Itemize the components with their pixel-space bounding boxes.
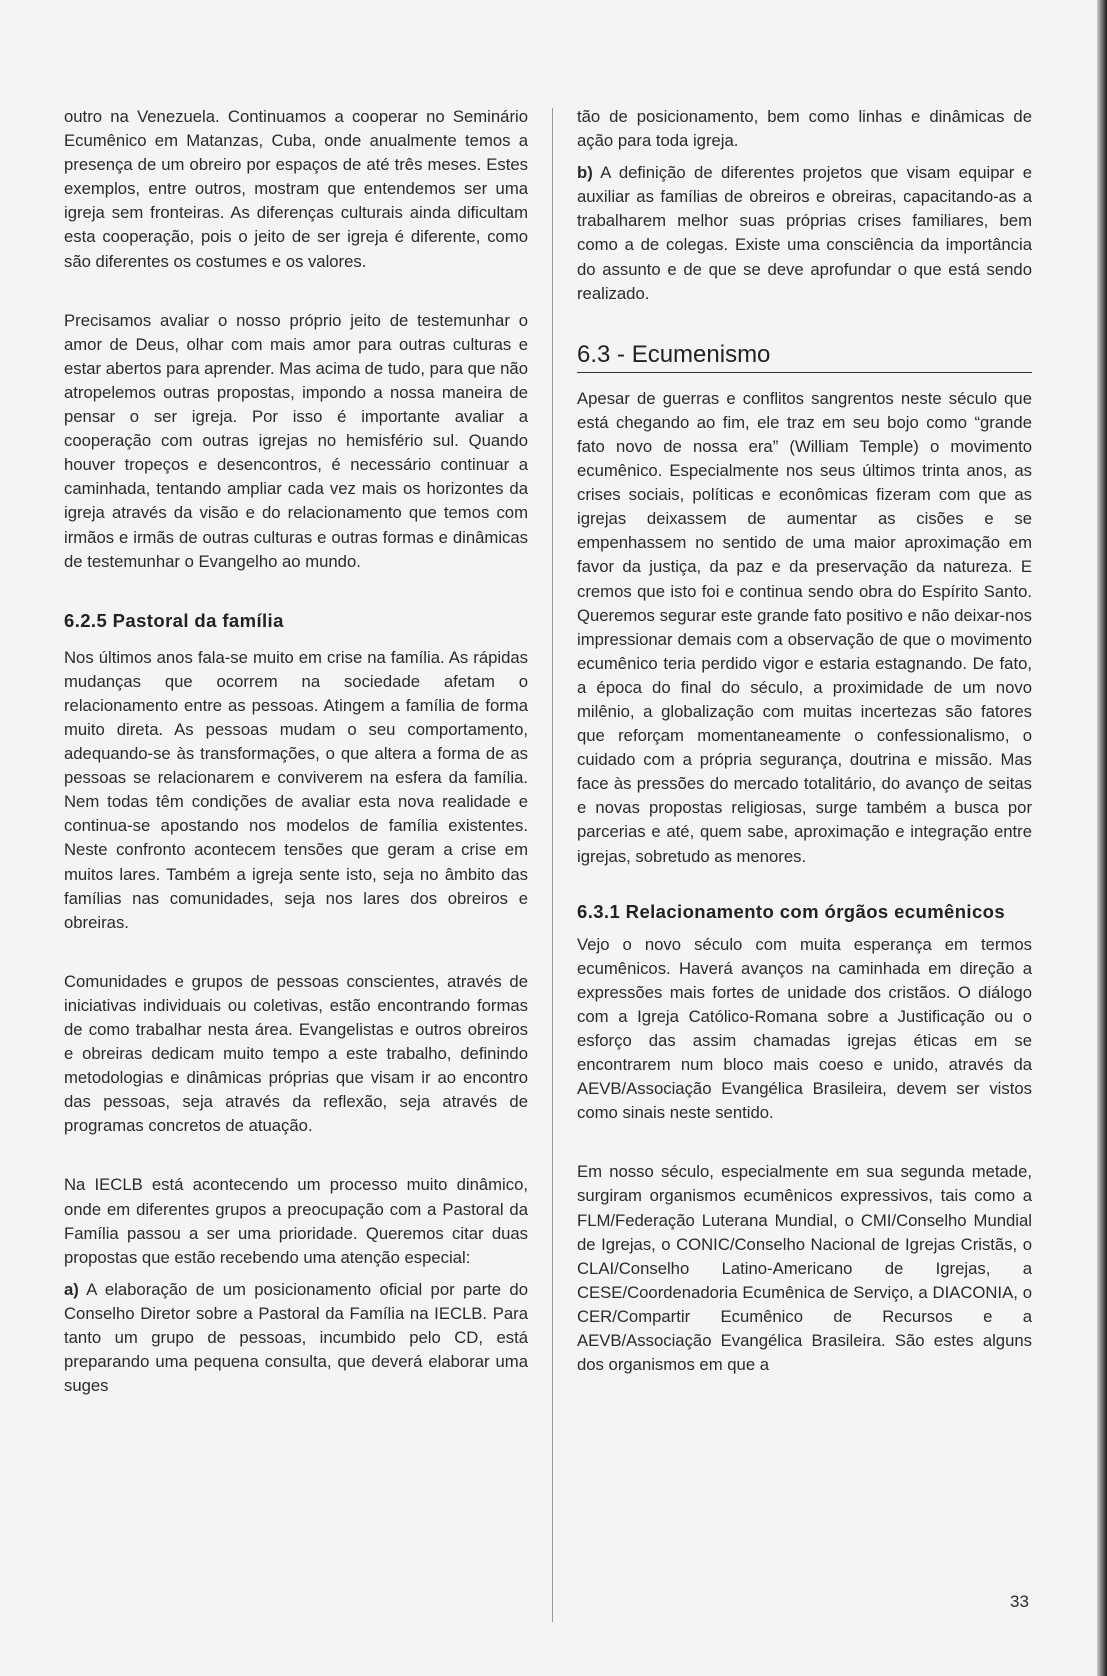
- list-item-b: [577, 161, 1032, 306]
- paragraph: Vejo o novo século com muita esperança em termos ecumênicos. Haverá avanços na caminhada em direção a expressões mais fortes de unidade dos cristãos. O diálogo com a Igreja Católico-Romana sobre a Justificação ou o esforço das assim chamadas igrejas éticas em se encontrarem num bloco mais coeso e unido, através da AEVB/Associação Evangélica Brasileira, devem ser vistos como sinais neste sentido.: [577, 934, 1032, 1123]
- section-heading-relacionamento: 6.3.1 Relacionamento com órgãos ecumênicos: [577, 900, 1006, 922]
- left-column: [64, 105, 528, 1398]
- paragraph: Precisamos avaliar o nosso próprio jeito de testemunhar o amor de Deus, olhar com mais amor para outras culturas e estar abertos para aprender. Mas acima de tudo, para que não atropelemos outras propostas, impondo a nossa maneira de pensar o ser igreja. Por isso é importante avaliar a cooperação com outras igrejas no hemisfério sul. Quando houver tropeços e desencontros, é necessário continuar a caminhada, tentando ampliar cada vez mais os horizontes da igreja através da visão e do relacionamento que temos com irmãos e irmãs de outras culturas e outras formas e dinâmicas de testemunhar o Evangelho ao mundo.: [64, 310, 528, 571]
- list-text: A elaboração de um posicionamento oficial por parte do Conselho Diretor sobre a Pastoral da Família na IECLB. Para tanto um grupo de pessoas, incumbido pelo CD, está preparando uma pequena consulta, que deverá elaborar uma suges: [64, 1279, 528, 1396]
- page-number: 33: [1010, 1592, 1029, 1611]
- column-divider: [552, 108, 553, 1622]
- page-edge-shadow: [1097, 0, 1107, 1676]
- paragraph: Na IECLB está acontecendo um processo muito dinâmico, onde em diferentes grupos a preocupação com a Pastoral da Família passou a ser uma prioridade. Queremos citar duas propostas que estão recebendo uma atenção especial:: [64, 1175, 528, 1267]
- list-label: a): [64, 1279, 79, 1299]
- paragraph: Nos últimos anos fala-se muito em crise na família. As rápidas mudanças que ocorrem na sociedade afetam o relacionamento entre as pessoas. Atingem a família de forma muito direta. As pessoas mudam o seu comportamento, adequando-se às transformações, o que altera a forma de as pessoas se relacionarem e conviverem na esfera da família. Nem todas têm condições de avaliar esta nova realidade e continua-se apostando nos modelos de família existentes. Neste confronto acontecem tensões que geram a crise em muitos lares. Também a igreja sente isto, seja no âmbito das famílias nas comunidades, seja nos lares dos obreiros e obreiras.: [64, 647, 528, 932]
- paragraph: tão de posicionamento, bem como linhas e dinâmicas de ação para toda igreja.: [577, 107, 1032, 151]
- right-column: [577, 105, 1032, 1377]
- paragraph: outro na Venezuela. Continuamos a cooperar no Seminário Ecumênico em Matanzas, Cuba, onde anualmente temos a presença de um obreiro por espaços de até três meses. Estes exemplos, entre outros, mostram que entendemos ser uma igreja sem fronteiras. As diferenças culturais ainda dificultam esta cooperação, pois o jeito de ser igreja é diferente, como são diferentes os costumes e os valores.: [64, 107, 528, 271]
- paragraph: Em nosso século, especialmente em sua segunda metade, surgiram organismos ecumênicos expressivos, tais como a FLM/Federação Luterana Mundial, o CMI/Conselho Mundial de Igrejas, o CONIC/Conselho Nacional de Igrejas Cristãs, o CLAI/Conselho Latino-Americano de Igrejas, a CESE/Coordenadoria Ecumênica de Serviço, a DIACONIA, o CER/Compartir Ecumênico de Recursos e a AEVB/Associação Evangélica Brasileira. São estes alguns dos organismos em que a: [577, 1162, 1032, 1375]
- paragraph: Comunidades e grupos de pessoas conscientes, através de iniciativas individuais ou coletivas, estão encontrando formas de como trabalhar nesta área. Evangelistas e outros obreiros e obreiras dedicam muito tempo a este trabalho, definindo metodologias e dinâmicas próprias que visam ir ao encontro das pessoas, seja através da reflexão, seja através de programas concretos de atuação.: [64, 971, 528, 1136]
- list-text: A definição de diferentes projetos que visam equipar e auxiliar as famílias de obreiros e obreiras, capacitando-as a trabalharem melhor suas próprias crises familiares, bem como a de colegas. Existe uma consciência da importância do assunto e de que se deve aprofundar o que está sendo realizado.: [577, 163, 1033, 303]
- list-item-a: [64, 1278, 528, 1398]
- paragraph: Apesar de guerras e conflitos sangrentos neste século que está chegando ao fim, ele traz em seu bojo como “grande fato novo de nossa era” (William Temple) o movimento ecumênico. Especialmente nos seus últimos trinta anos, as crises sociais, políticas e econômicas fizeram com que as igrejas deixassem de aumentar as cisões e se empenhassem no sentido de uma maior aproximação em favor da justiça, da paz e da preservação da natureza. E cremos que isto foi e continua sendo obra do Espírito Santo. Queremos segurar este grande fato positivo e não deixar-nos impressionar demais com a observação de que o movimento ecumênico teria perdido vigor e estaria estagnando. De fato, a época do final do século, a proximidade de um novo milênio, a globalização com muitas incertezas são fatores que reforçam momentaneamente o confessionalismo, o cuidado com a própria segurança, doutrina e missão. Mas face às pressões do mercado totalitário, do avanço de seitas e novas propostas religiosas, surge também a busca por parcerias e até, quem sabe, aproximação e integração entre igrejas, sobretudo as menores.: [577, 388, 1032, 866]
- list-label: b): [577, 163, 593, 183]
- section-heading-ecumenismo: 6.3 - Ecumenismo: [577, 340, 1032, 373]
- section-heading-pastoral-familia: 6.2.5 Pastoral da família: [64, 609, 284, 631]
